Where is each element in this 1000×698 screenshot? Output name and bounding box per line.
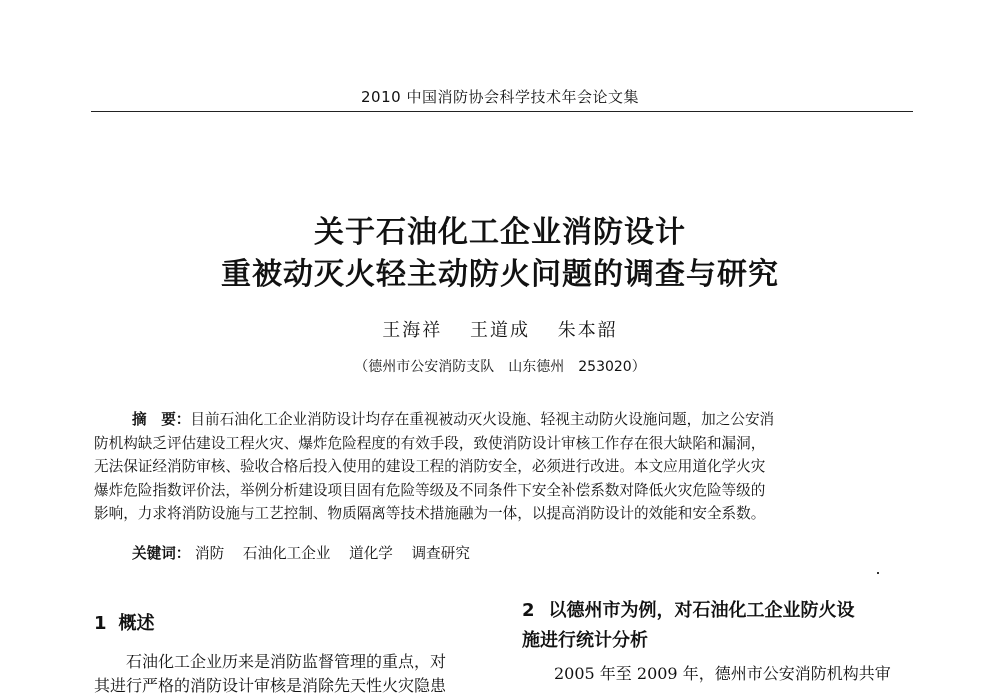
abstract-line: 防机构缺乏评估建设工程火灾、爆炸危险程度的有效手段，致使消防设计审核工作存在很大缺陷和漏洞， xyxy=(94,434,766,452)
section-title: 以德州市为例，对石油化工企业防火设 xyxy=(548,600,855,621)
author-list xyxy=(0,316,1000,342)
author: 朱本韶 xyxy=(557,320,618,341)
section-number: 1 xyxy=(94,613,107,634)
body-line: 石油化工企业历来是消防监督管理的重点，对 xyxy=(126,652,447,671)
keyword: 道化学 xyxy=(349,545,393,562)
paper-title xyxy=(0,212,1000,296)
section-title: 概述 xyxy=(118,613,155,634)
body-line: 2005 年至 2009 年，德州市公安消防机构共审 xyxy=(554,664,891,683)
keywords-label: 关键词： xyxy=(132,545,191,562)
section-1-body xyxy=(94,650,489,698)
abstract xyxy=(94,408,916,526)
title-line: 关于石油化工企业消防设计 xyxy=(314,215,686,250)
keyword: 石油化工企业 xyxy=(242,545,331,562)
header-rule xyxy=(91,111,913,112)
abstract-text: 目前石油化工企业消防设计均存在重视被动灭火设施、轻视主动防火设施问题，加之公安消 xyxy=(190,411,775,428)
section-1-heading xyxy=(94,609,155,635)
abstract-label: 摘 要： xyxy=(132,411,191,428)
keywords xyxy=(132,542,484,563)
section-2-heading xyxy=(522,596,855,656)
section-title-line: 施进行统计分析 xyxy=(522,630,648,651)
author: 王道成 xyxy=(470,320,530,341)
running-header: 2010 中国消防协会科学技术年会论文集 xyxy=(361,88,639,106)
section-title-line xyxy=(522,596,855,626)
section-number: 2 xyxy=(522,600,535,621)
keyword: 消防 xyxy=(195,545,225,562)
affiliation: （德州市公安消防支队 山东德州 253020） xyxy=(354,359,646,375)
abstract-line: 爆炸危险指数评价法，举例分析建设项目固有危险等级及不同条件下安全补偿系数对降低火灾危险等级的 xyxy=(94,481,766,499)
scan-speck xyxy=(877,572,879,574)
keyword: 调查研究 xyxy=(411,545,470,562)
body-line: 其进行严格的消防设计审核是消除先天性火灾隐患 xyxy=(94,676,447,695)
abstract-line xyxy=(94,408,916,432)
section-2-body xyxy=(522,662,891,686)
title-line: 重被动灭火轻主动防火问题的调查与研究 xyxy=(221,257,779,292)
abstract-line: 无法保证经消防审核、验收合格后投入使用的建设工程的消防安全，必须进行改进。本文应用道化学火灾 xyxy=(94,458,766,475)
abstract-line: 影响，力求将消防设施与工艺控制、物质隔离等技术措施融为一体，以提高消防设计的效能和安全系数。 xyxy=(94,505,766,522)
author: 王海祥 xyxy=(382,320,443,341)
